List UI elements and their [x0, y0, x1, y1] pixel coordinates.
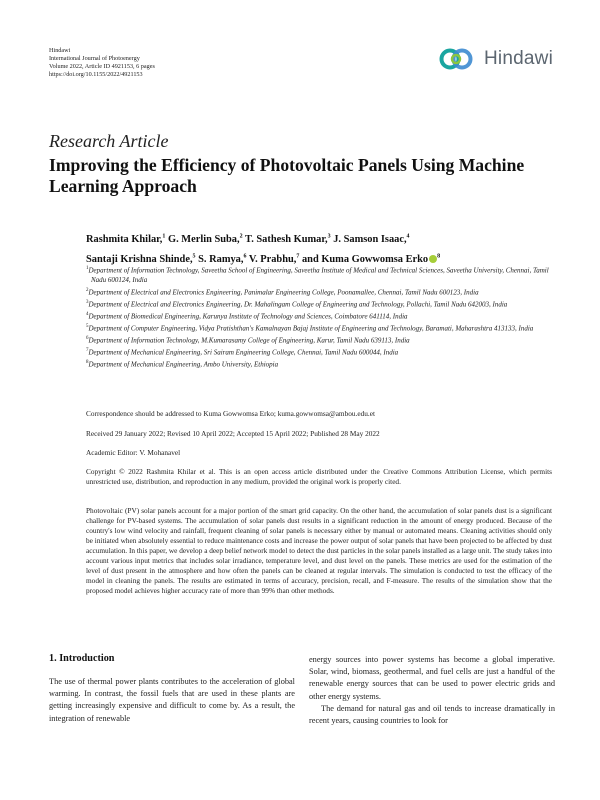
journal-name: International Journal of Photoenergy	[49, 54, 140, 62]
affiliation-item: $^8$Department of Mechanical Engineering, Ambo University, Ethiopia	[86, 359, 279, 369]
affiliation-item: $^1$Department of Information Technology, Saveetha School of Engineering, Saveetha Institute of Medical and Technical Sciences, Saveetha University, Chennai, Tamil Nadu 600124, India	[86, 266, 549, 285]
copyright-notice: Copyright © 2022 Rashmita Khilar et al. This is an open access article distributed under the Creative Commons Attribution License, which permits unrestricted use, distribution, and reproduction in any medium, provided the original work is properly cited.	[86, 467, 552, 486]
paragraph: The use of thermal power plants contributes to the acceleration of global warming. In contrast, the fossil fuels that are used in these plants are getting increasingly expensive and difficult to come by. As a result, the integration of renewable	[49, 677, 295, 723]
section-heading: 1. Introduction	[49, 653, 115, 664]
doi-link[interactable]: https://doi.org/10.1155/2022/4921153	[49, 70, 143, 78]
orcid-icon[interactable]	[429, 255, 437, 263]
affiliation-item: $^2$Department of Electrical and Electronics Engineering, Panimalar Engineering College, Poonamallee, Chennai, Tamil Nadu 600123, India	[86, 287, 479, 297]
author[interactable]: S. Ramya,$^6$	[198, 253, 247, 265]
academic-editor-line: Academic Editor: V. Mohanavel	[86, 448, 181, 457]
affiliation-item: $^7$Department of Mechanical Engineering, Sri Sairam Engineering College, Chennai, Tamil Nadu 600044, India	[86, 347, 399, 357]
abstract: Photovoltaic (PV) solar panels account for a major portion of the smart grid capacity. On the other hand, the accumulation of solar panels dust is a significant challenge for PV-based systems. The accumulation of solar panels dust results in a significant reduction in the amount of energy produced. Because of the country's low wind velocity and rainfall, frequent cleaning of solar panels is necessary either by manual or automated means. Cleaning activities should only be initiated when absolutely essential to reduce maintenance costs and increase the power output of solar panels that have been projected to be affected by dust accumulation. In this paper, we develop a deep belief network model to detect the dust particles in the solar panels installed as a large unit. The study takes into account various input metrics that includes solar irradiance, temperature level, and dust level on the panels. These metrics are used for the estimation of the level of dust present in the atmosphere and how often the panels can be cleaned at regular intervals. The simulation is conducted to test the efficacy of the model in cleaning the panels. The results are estimated in terms of accuracy, precision, recall, and F-measure. The results of the simulation show that the proposed model achieves higher accuracy rate of more than 99% than other methods.	[86, 506, 552, 595]
author[interactable]: V. Prabhu,$^7$	[248, 253, 300, 265]
affiliations	[86, 264, 562, 370]
publisher-name: Hindawi	[49, 47, 71, 54]
affiliation-item: $^5$Department of Computer Engineering, Vidya Pratishthan's Kamalnayan Bajaj Institute of Engineering and Technology, Baramati, Maharashtra 413133, India	[86, 323, 534, 333]
affiliation-item: $^3$Department of Electrical and Electronics Engineering, Dr. Mahalingam College of Engineering and Technology, Pollachi, Tamil Nadu 642003, India	[86, 299, 508, 309]
author[interactable]: Rashmita Khilar,$^1$	[86, 234, 166, 246]
affiliation-item: $^6$Department of Information Technology, M.Kumarasamy College of Engineering, Karur, Tamil Nadu 639113, India	[86, 335, 410, 345]
affiliation-item: $^4$Department of Biomedical Engineering, Karunya Institute of Technology and Sciences, Coimbatore 641114, India	[86, 311, 408, 321]
author[interactable]: T. Sathesh Kumar,$^3$	[245, 234, 331, 246]
publication-dates: Received 29 January 2022; Revised 10 April 2022; Accepted 15 April 2022; Published 28 May 2022	[86, 429, 380, 438]
body-column-right	[309, 654, 555, 727]
body-column-left	[49, 676, 295, 725]
author[interactable]: Santaji Krishna Shinde,$^5$	[86, 253, 196, 265]
article-type: Research Article	[49, 131, 169, 151]
author-list	[86, 229, 556, 268]
hindawi-logo-text: Hindawi	[484, 48, 553, 69]
journal-metadata	[49, 47, 155, 79]
author[interactable]: and Kuma Gowwomsa Erko $^8$	[301, 253, 441, 265]
paragraph: energy sources into power systems has become a global imperative. Solar, wind, biomass, geothermal, and fuel cells are just a handful of the renewable energy sources that can be used to power electric grids and other energy systems.	[309, 655, 555, 701]
author[interactable]: G. Merlin Suba,$^2$	[168, 234, 243, 246]
paragraph: The demand for natural gas and oil tends to increase dramatically in recent years, causing countries to look for	[309, 703, 555, 726]
article-title: Improving the Efficiency of Photovoltaic Panels Using Machine Learning Approach	[49, 155, 525, 196]
volume-info: Volume 2022, Article ID 4921153, 6 pages	[49, 62, 155, 70]
correspondence: Correspondence should be addressed to Kuma Gowwomsa Erko; kuma.gowwomsa@ambou.edu.et	[86, 409, 376, 418]
author[interactable]: J. Samson Isaac,$^4$	[333, 234, 410, 246]
